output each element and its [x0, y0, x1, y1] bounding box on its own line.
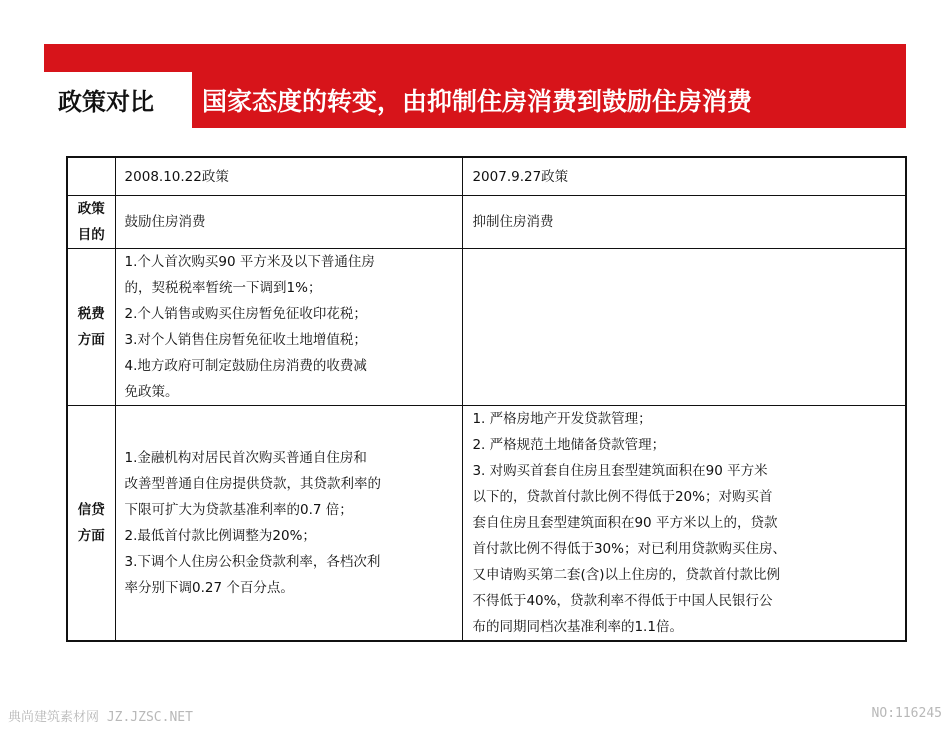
tax-old-cell [463, 249, 906, 406]
page-title: 国家态度的转变，由抑制住房消费到鼓励住房消费 [202, 87, 753, 116]
loan-old-line: 布的同期同档次基准利率的1.1倍。 [472, 619, 683, 635]
loan-old-line: 1. 严格房地产开发贷款管理； [472, 411, 652, 427]
loan-new-line: 2.最低首付款比例调整为20%； [124, 528, 316, 544]
goal-new-cell: 鼓励住房消费 [115, 196, 463, 249]
row-header-loan [67, 406, 115, 642]
loan-old-line: 以下的，贷款首付款比例不得低于20%；对购买首 [472, 489, 773, 505]
tax-new-line: 3.对个人销售住房暂免征收土地增值税； [124, 332, 367, 348]
loan-new-line: 率分别下调0.27 个百分点。 [124, 580, 294, 596]
row-header-tax [67, 249, 115, 406]
loan-old-line: 又申请购买第二套(含)以上住房的，贷款首付款比例 [472, 567, 781, 583]
loan-old-line: 不得低于40%，贷款利率不得低于中国人民银行公 [472, 593, 773, 609]
table-row-loan [67, 406, 906, 642]
tax-new-line: 4.地方政府可制定鼓励住房消费的收费减 [124, 358, 367, 374]
tax-new-cell [115, 249, 463, 406]
loan-new-line: 3.下调个人住房公积金贷款利率，各档次利 [124, 554, 381, 570]
table-header-row [67, 157, 906, 196]
table-row-goal [67, 196, 906, 249]
loan-old-line: 3. 对购买首套自住房且套型建筑面积在90 平方米 [472, 463, 768, 479]
row-header-loan-text: 信贷 方面 [77, 502, 105, 544]
section-label: 政策对比 [58, 87, 154, 116]
tax-new-line: 2.个人销售或购买住房暂免征收印花税； [124, 306, 367, 322]
row-header-goal-text: 政策 目的 [77, 201, 105, 243]
column-header-new-policy: 2008.10.22政策 [115, 157, 463, 196]
column-header-old-policy: 2007.9.27政策 [463, 157, 906, 196]
loan-old-line: 套自住房且套型建筑面积在90 平方米以上的，贷款 [472, 515, 778, 531]
loan-old-cell [463, 406, 906, 642]
policy-comparison-table [66, 156, 907, 642]
tax-new-line: 1.个人首次购买90 平方米及以下普通住房 [124, 254, 375, 270]
tax-new-line: 的，契税税率暂统一下调到1%； [124, 280, 322, 296]
table-row-tax [67, 249, 906, 406]
loan-new-cell [115, 406, 463, 642]
loan-new-line: 1.金融机构对居民首次购买普通自住房和 [124, 450, 367, 466]
goal-old-cell: 抑制住房消费 [463, 196, 906, 249]
row-header-tax-text: 税费 方面 [77, 306, 105, 348]
corner-cell [67, 157, 115, 196]
watermark-site: 典尚建筑素材网 JZ.JZSC.NET [8, 710, 193, 725]
watermark-number: NO:116245 [871, 706, 942, 721]
loan-old-line: 首付款比例不得低于30%；对已利用贷款购买住房、 [472, 541, 786, 557]
loan-new-line: 下限可扩大为贷款基准利率的0.7 倍； [124, 502, 353, 518]
loan-new-line: 改善型普通自住房提供贷款，其贷款利率的 [124, 476, 382, 492]
tax-new-line: 免政策。 [124, 384, 179, 400]
row-header-goal [67, 196, 115, 249]
loan-old-line: 2. 严格规范土地储备贷款管理； [472, 437, 666, 453]
